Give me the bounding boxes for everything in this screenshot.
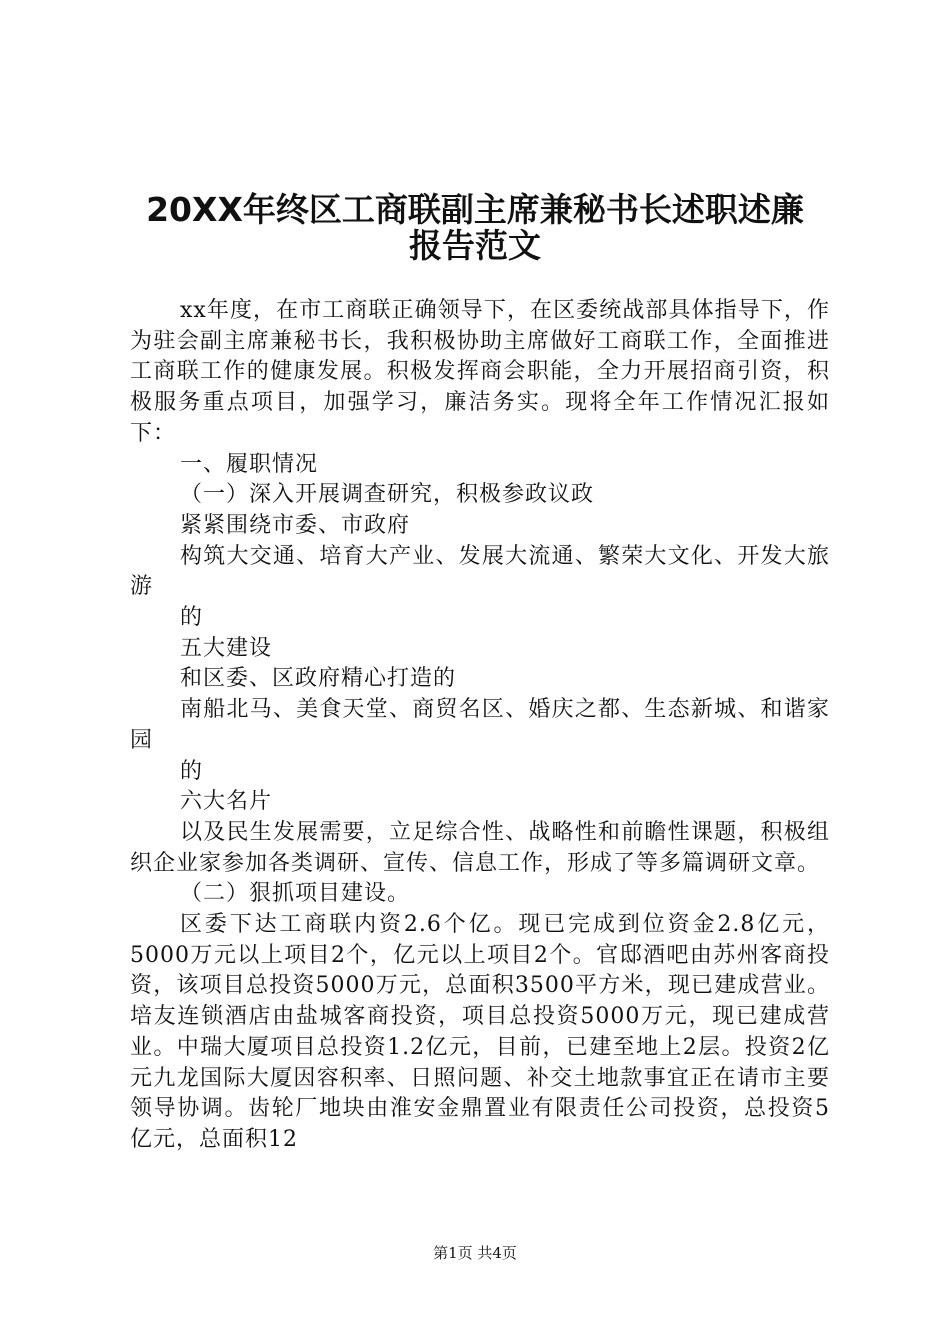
paragraph: 构筑大交通、培育大产业、发展大流通、繁荣大文化、开发大旅游 — [130, 543, 830, 600]
paragraph: 的 — [180, 605, 204, 631]
document-title-line-1: 20XX年终区工商联副主席兼秘书长述职述廉 — [146, 190, 804, 229]
paragraph: 区委下达工商联内资2.6个亿。现已完成到位资金2.8亿元，5000万元以上项目2个，亿元以上项目2个。官邸酒吧由苏州客商投资，该项目总投资5000万元，总面积3500平方米，现已建成营业。培友连锁酒店由盐城客商投资，项目总投资5000万元，现已建成营业。中瑞大厦项目总投资1.2亿元，目前，已建至地上2层。投资2亿元九龙国际大厦因容积率、日照问题、补交土地款事宜正在请市主要领导协调。齿轮厂地块由淮安金鼎置业有限责任公司投资，总投资5亿元，总面积12 — [130, 912, 830, 1152]
subsection-heading: （一）深入开展调查研究，积极参政议政 — [180, 482, 595, 508]
paragraph: 和区委、区政府精心打造的 — [180, 666, 457, 692]
document-body — [130, 296, 830, 1156]
paragraph: 五大建设 — [180, 635, 273, 661]
document-title-line-2: 报告范文 — [409, 226, 541, 265]
paragraph-intro: xx年度，在市工商联正确领导下，在区委统战部具体指导下，作为驻会副主席兼秘书长，我积极协助主席做好工商联工作，全面推进工商联工作的健康发展。积极发挥商会职能，全力开展招商引资，积极服务重点项目，加强学习，廉洁务实。现将全年工作情况汇报如下： — [130, 298, 830, 446]
paragraph: 的 — [180, 758, 204, 784]
section-heading: 一、履职情况 — [180, 451, 319, 477]
paragraph: 紧紧围绕市委、市政府 — [180, 512, 411, 538]
paragraph: 以及民生发展需要，立足综合性、战略性和前瞻性课题，积极组织企业家参加各类调研、宣传、信息工作，形成了等多篇调研文章。 — [130, 819, 830, 876]
page-footer: 第1页 共4页 — [433, 1244, 517, 1262]
paragraph: 南船北马、美食天堂、商贸名区、婚庆之都、生态新城、和谐家园 — [130, 697, 830, 753]
subsection-heading: （二）狠抓项目建设。 — [180, 881, 411, 907]
paragraph: 六大名片 — [180, 789, 273, 815]
